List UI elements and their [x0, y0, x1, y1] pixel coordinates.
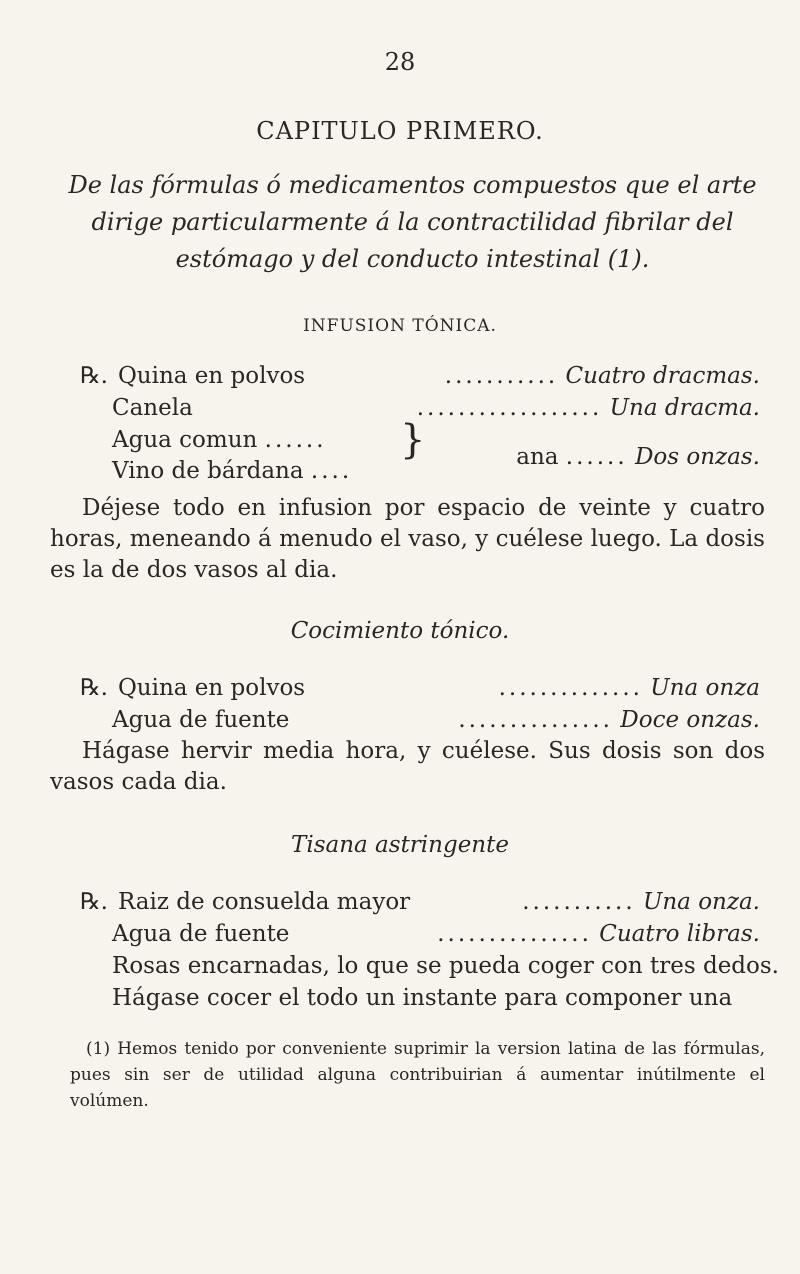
ingredient-quantity: Una onza.: [642, 889, 760, 915]
recipe-line: Agua comun ......: [112, 427, 327, 453]
ingredient-name: Agua comun: [112, 427, 258, 453]
recipe-symbol: ℞.: [80, 675, 108, 701]
recipe-line: [80, 363, 305, 389]
ingredient-quantity: Una onza: [650, 675, 760, 701]
section-heading-cocimiento: Cocimiento tónico.: [290, 618, 510, 644]
ingredient-name: Quina en polvos: [117, 675, 306, 701]
recipe-line: [112, 921, 289, 947]
recipe-line: Vino de bárdana ....: [112, 458, 353, 484]
text-line: Hágase cocer el todo un instante para componer una: [112, 985, 733, 1011]
recipe-line: [80, 889, 410, 915]
text-line: Rosas encarnadas, lo que se pueda coger con tres dedos.: [112, 953, 779, 979]
section-heading-tisana: Tisana astringente: [291, 832, 509, 858]
recipe-line: [112, 707, 289, 733]
brace-mark: }: [400, 417, 426, 463]
chapter-title: CAPITULO PRIMERO.: [256, 117, 544, 145]
ingredient-quantity: Cuatro libras.: [599, 921, 760, 947]
recipe-symbol: ℞.: [80, 889, 108, 915]
ingredient-name: Canela: [112, 395, 193, 421]
ingredient-quantity: Una dracma.: [609, 395, 760, 421]
ingredient-name: Raiz de consuelda mayor: [117, 889, 411, 915]
ingredient-qty-line: .............. Una onza: [498, 675, 760, 701]
combined-quantity: Dos onzas.: [634, 444, 760, 470]
ingredient-quantity: Cuatro dracmas.: [565, 363, 760, 389]
ingredient-name: Vino de bárdana: [112, 458, 304, 484]
ingredient-qty-line: ............... Cuatro libras.: [437, 921, 760, 947]
ingredient-qty-line: ........... Cuatro dracmas.: [444, 363, 760, 389]
ingredient-quantity: Doce onzas.: [620, 707, 760, 733]
section-heading-infusion: INFUSION TÓNICA.: [303, 316, 497, 336]
ingredient-qty-line: .................. Una dracma.: [416, 395, 760, 421]
ingredient-name: Quina en polvos: [117, 363, 306, 389]
combined-quantity-line: ana ...... Dos onzas.: [516, 444, 760, 470]
ingredient-name: Agua de fuente: [112, 921, 290, 947]
ingredient-qty-line: ............... Doce onzas.: [458, 707, 760, 733]
instructions-paragraph: Hágase hervir media hora, y cuélese. Sus dosis son dos vasos cada dia.: [50, 738, 765, 795]
chapter-subtitle: De las fórmulas ó medicamentos compuestos que el arte dirige particularmente á la contractilidad fibrilar del estómago y del conducto intestinal (1).: [68, 171, 757, 273]
page-number: 28: [384, 48, 416, 76]
recipe-line: [80, 675, 305, 701]
footnote: (1) Hemos tenido por conveniente suprimir la version latina de las fórmulas, pues sin ser de utilidad alguna contribuirian á aumentar inútilmente el volúmen.: [70, 1039, 765, 1111]
recipe-line: [112, 395, 193, 421]
instructions-paragraph: Déjese todo en infusion por espacio de veinte y cuatro horas, meneando á menudo el vaso, y cuélese luego. La dosis es la de dos vasos al dia.: [50, 495, 765, 583]
ingredient-name: Agua de fuente: [112, 707, 290, 733]
combined-word: ana: [516, 444, 559, 470]
recipe-symbol: ℞.: [80, 363, 108, 389]
ingredient-qty-line: ........... Una onza.: [522, 889, 760, 915]
